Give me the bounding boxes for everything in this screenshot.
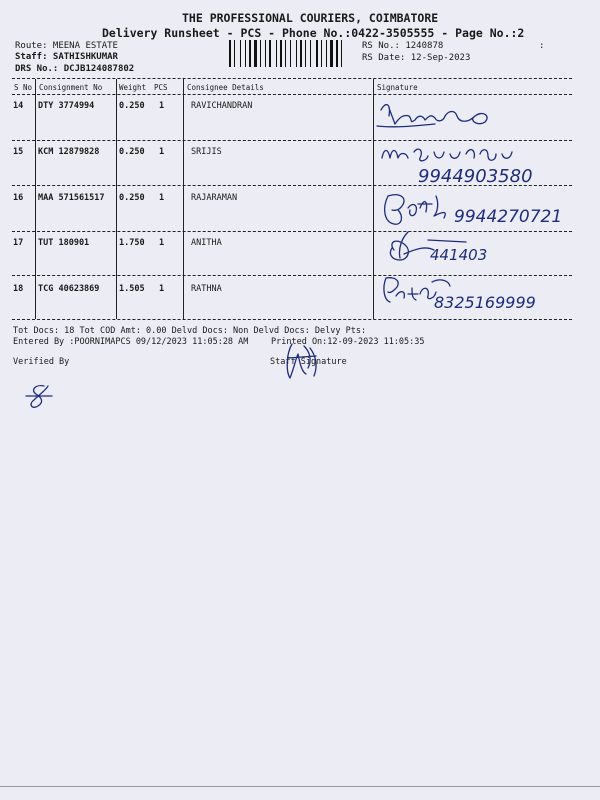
- company-title: THE PROFESSIONAL COURIERS, COIMBATORE: [182, 11, 439, 25]
- col-divider: [373, 79, 374, 319]
- row-weight: 0.250: [119, 193, 145, 203]
- barcode-bar: [272, 40, 275, 67]
- barcode-bar: [303, 40, 304, 67]
- barcode-bar: [265, 40, 266, 67]
- col-divider: [35, 79, 36, 319]
- row-sno: 18: [13, 284, 24, 294]
- rs-number: RS No.: 1240878: [362, 41, 444, 51]
- row-weight: 0.250: [119, 101, 145, 111]
- staff-signature-label: Staff Signature: [270, 357, 347, 367]
- barcode-bar: [285, 40, 286, 67]
- col-divider: [116, 79, 117, 319]
- row-consignee: RAJARAMAN: [191, 193, 238, 203]
- row-sno: 15: [13, 147, 24, 157]
- row-consignee: ANITHA: [191, 238, 222, 248]
- barcode-bar: [290, 40, 291, 67]
- row-consignment: DTY 3774994: [38, 101, 95, 111]
- signature-phone-15: 9944903580: [418, 166, 533, 186]
- barcode-bar: [276, 40, 277, 67]
- barcode-bar: [258, 40, 259, 67]
- runsheet-title: Delivery Runsheet - PCS - Phone No.:0422-3505555 - Page No.:2: [102, 26, 525, 40]
- page-bottom-edge: [0, 786, 600, 787]
- signature-row-16: [378, 188, 578, 230]
- route-label: Route: MEENA ESTATE: [15, 41, 118, 51]
- totals-line: Tot Docs: 18 Tot COD Amt: 0.00 Delvd Docs: Non Delvd Docs: Delvy Pts:: [13, 326, 367, 336]
- row-separator: [12, 140, 572, 141]
- row-sno: 16: [13, 193, 24, 203]
- row-pcs: 1: [159, 238, 165, 248]
- row-weight: 1.505: [119, 284, 145, 294]
- barcode-bar: [326, 40, 327, 67]
- barcode-bar: [254, 40, 257, 67]
- signature-row-14: [375, 96, 575, 138]
- col-header-pcs: PCS: [154, 83, 168, 92]
- row-consignment: TUT 180901: [38, 238, 90, 248]
- barcode-bar: [245, 40, 246, 67]
- entered-by: Entered By :POORNIMAPCS 09/12/2023 11:05:28 AM: [13, 337, 249, 347]
- printed-on: Printed On:12-09-2023 11:05:35: [271, 337, 425, 347]
- staff-label: Staff: SATHISHKUMAR: [15, 52, 118, 62]
- row-sno: 14: [13, 101, 24, 111]
- barcode-bar: [319, 40, 320, 67]
- barcode-bar: [280, 40, 282, 67]
- barcode-bar: [267, 40, 268, 67]
- row-pcs: 1: [159, 193, 165, 203]
- barcode-bar: [307, 40, 309, 67]
- table-header-rule: [12, 94, 572, 95]
- barcode-bar: [343, 40, 345, 67]
- barcode-bar: [292, 40, 295, 67]
- signature-row-15: [378, 142, 578, 186]
- barcode-bar: [283, 40, 284, 67]
- row-sno: 17: [13, 238, 24, 248]
- signature-phone-17: 441403: [430, 246, 488, 264]
- table-bottom-rule: [12, 319, 572, 320]
- barcode-bar: [328, 40, 329, 67]
- barcode-bar: [341, 40, 342, 67]
- row-consignee: RATHNA: [191, 284, 222, 294]
- barcode-bar: [330, 40, 333, 67]
- barcode-bar: [240, 40, 241, 67]
- barcode-bar: [305, 40, 306, 67]
- verified-signature: [22, 380, 58, 416]
- barcode-bar: [229, 40, 231, 67]
- barcode: [229, 40, 354, 67]
- col-divider: [183, 79, 184, 319]
- barcode-bar: [236, 40, 239, 67]
- barcode-bar: [323, 40, 325, 67]
- barcode-bar: [252, 40, 253, 67]
- barcode-bar: [298, 40, 299, 67]
- rs-date: RS Date: 12-Sep-2023: [362, 53, 471, 63]
- barcode-bar: [339, 40, 340, 67]
- row-consignment: KCM 12879828: [38, 147, 100, 157]
- barcode-bar: [287, 40, 289, 67]
- col-header-signature: Signature: [377, 83, 418, 92]
- col-header-sno: S No: [14, 83, 33, 92]
- barcode-bar: [260, 40, 261, 67]
- signature-row-18: [378, 272, 578, 314]
- barcode-bar: [300, 40, 302, 67]
- row-consignment: MAA 571561517: [38, 193, 105, 203]
- barcode-bar: [232, 40, 233, 67]
- barcode-bar: [247, 40, 248, 67]
- barcode-bar: [262, 40, 264, 67]
- barcode-bar: [242, 40, 244, 67]
- corner-mark: :: [539, 41, 545, 51]
- drs-number: DRS No.: DCJB124087802: [15, 64, 135, 74]
- barcode-bar: [278, 40, 279, 67]
- barcode-bar: [234, 40, 235, 67]
- barcode-bar: [296, 40, 297, 67]
- barcode-bar: [334, 40, 335, 67]
- row-consignee: SRIJIS: [191, 147, 222, 157]
- row-pcs: 1: [159, 147, 165, 157]
- row-consignment: TCG 40623869: [38, 284, 100, 294]
- verified-by-label: Verified By: [13, 357, 70, 367]
- row-consignee: RAVICHANDRAN: [191, 101, 253, 111]
- row-weight: 0.250: [119, 147, 145, 157]
- staff-signature: [280, 338, 330, 384]
- row-pcs: 1: [159, 284, 165, 294]
- barcode-bar: [321, 40, 322, 67]
- row-weight: 1.750: [119, 238, 145, 248]
- barcode-bar: [269, 40, 271, 67]
- barcode-bar: [336, 40, 338, 67]
- col-header-weight: Weight: [119, 83, 147, 92]
- col-header-consignment: Consignment No: [39, 83, 103, 92]
- barcode-bar: [249, 40, 251, 67]
- signature-phone-16: 9944270721: [454, 207, 563, 227]
- row-pcs: 1: [159, 101, 165, 111]
- barcode-bar: [310, 40, 311, 67]
- signature-row-17: [378, 228, 578, 272]
- barcode-bar: [312, 40, 315, 67]
- barcode-bar: [316, 40, 318, 67]
- signature-phone-18: 8325169999: [434, 293, 536, 312]
- table-top-rule: [12, 78, 572, 79]
- col-header-consignee: Consignee Details: [187, 83, 264, 92]
